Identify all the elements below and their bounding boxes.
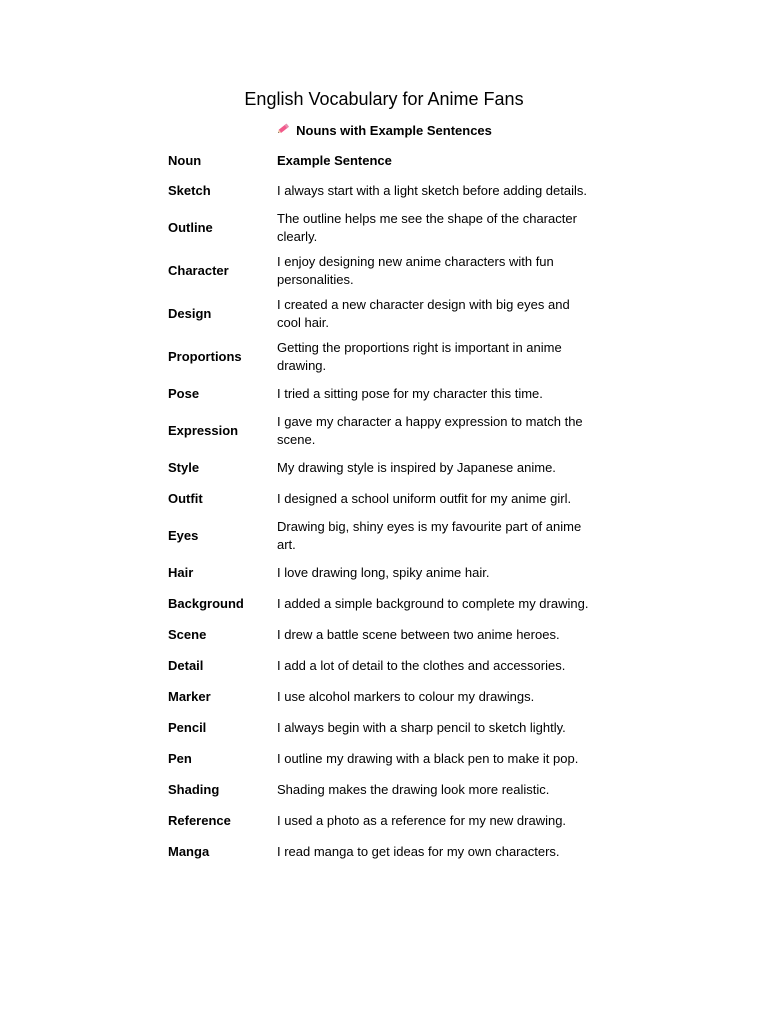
noun-cell: Pen — [168, 750, 192, 766]
noun-cell: Scene — [168, 626, 207, 642]
table-row — [162, 206, 602, 249]
header-example-sentence: Example Sentence — [277, 153, 392, 169]
header-noun: Noun — [168, 153, 202, 169]
vocabulary-table — [162, 147, 602, 867]
sentence-cell: I outline my drawing with a black pen to make it pop. — [277, 750, 579, 766]
table-row — [162, 743, 602, 774]
noun-cell: Pencil — [168, 719, 207, 735]
sentence-cell: My drawing style is inspired by Japanese anime. — [277, 459, 556, 475]
table-row — [162, 650, 602, 681]
sentence-cell: The outline helps me see the shape of the character clearly. — [277, 211, 577, 244]
sentence-cell: I read manga to get ideas for my own characters. — [277, 843, 560, 859]
table-header-row — [162, 147, 602, 175]
noun-cell: Shading — [168, 781, 220, 797]
sentence-cell: Getting the proportions right is important in anime drawing. — [277, 340, 562, 373]
noun-cell: Reference — [168, 812, 231, 828]
noun-cell: Outline — [168, 219, 213, 235]
noun-cell: Outfit — [168, 490, 203, 506]
table-row — [162, 836, 602, 867]
table-row — [162, 619, 602, 650]
table-row — [162, 588, 602, 619]
noun-cell: Proportions — [168, 348, 242, 364]
sentence-cell: I always start with a light sketch before adding details. — [277, 182, 587, 198]
subtitle-text: Nouns with Example Sentences — [296, 123, 492, 138]
table-row — [162, 335, 602, 378]
noun-cell: Detail — [168, 657, 204, 673]
sentence-cell: I add a lot of detail to the clothes and accessories. — [277, 657, 566, 673]
table-row — [162, 774, 602, 805]
sentence-cell: I designed a school uniform outfit for my anime girl. — [277, 490, 572, 506]
sentence-cell: I enjoy designing new anime characters with fun personalities. — [277, 254, 554, 287]
table-row — [162, 452, 602, 483]
sentence-cell: I use alcohol markers to colour my drawings. — [277, 688, 535, 704]
table-row — [162, 557, 602, 588]
sentence-cell: I added a simple background to complete my drawing. — [277, 595, 589, 611]
noun-cell: Manga — [168, 843, 210, 859]
sentence-cell: I created a new character design with big eyes and cool hair. — [277, 297, 570, 330]
sentence-cell: Shading makes the drawing look more realistic. — [277, 781, 550, 797]
noun-cell: Character — [168, 262, 229, 278]
sentence-cell: I gave my character a happy expression to match the scene. — [277, 414, 583, 447]
noun-cell: Expression — [168, 422, 239, 438]
sentence-cell: I love drawing long, spiky anime hair. — [277, 564, 490, 580]
noun-cell: Design — [168, 305, 212, 321]
table-row — [162, 712, 602, 743]
table-row — [162, 378, 602, 409]
sentence-cell: I used a photo as a reference for my new drawing. — [277, 812, 567, 828]
table-row — [162, 514, 602, 557]
sentence-cell: I drew a battle scene between two anime heroes. — [277, 626, 560, 642]
table-row — [162, 292, 602, 335]
noun-cell: Pose — [168, 385, 200, 401]
table-row — [162, 483, 602, 514]
page-subtitle — [0, 123, 768, 140]
noun-cell: Sketch — [168, 182, 211, 198]
table-row — [162, 249, 602, 292]
sentence-cell: I tried a sitting pose for my character this time. — [277, 385, 543, 401]
noun-cell: Marker — [168, 688, 211, 704]
table-row — [162, 805, 602, 836]
table-row — [162, 175, 602, 206]
noun-cell: Eyes — [168, 527, 199, 543]
sentence-cell: I always begin with a sharp pencil to sketch lightly. — [277, 719, 566, 735]
pencil-icon — [276, 122, 291, 138]
table-row — [162, 681, 602, 712]
noun-cell: Hair — [168, 564, 194, 580]
page-title: English Vocabulary for Anime Fans — [244, 89, 524, 109]
noun-cell: Background — [168, 595, 244, 611]
noun-cell: Style — [168, 459, 200, 475]
sentence-cell: Drawing big, shiny eyes is my favourite part of anime art. — [277, 519, 582, 552]
table-row — [162, 409, 602, 452]
